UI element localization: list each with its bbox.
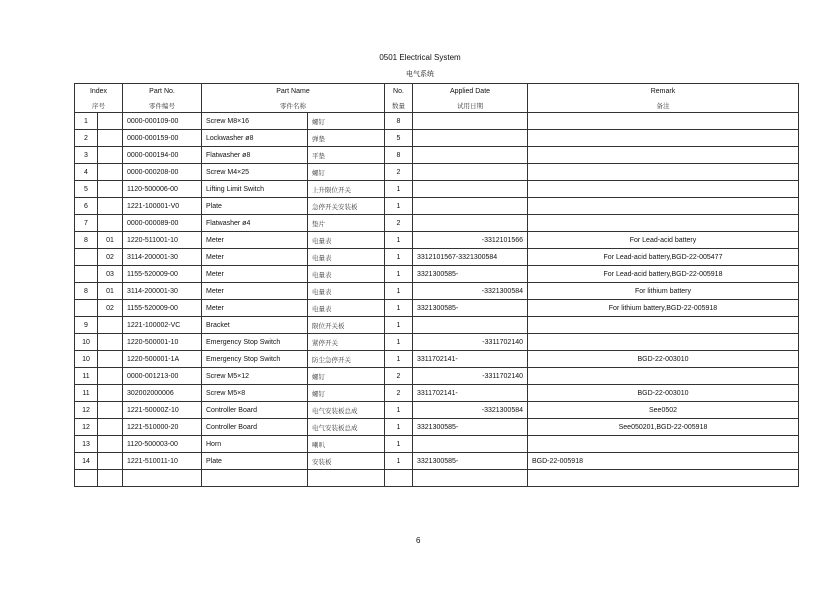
applied-date-cell: -3321300584 xyxy=(413,402,528,419)
sub-index-cell xyxy=(98,317,123,334)
part-no-cell: 1221-510000-20 xyxy=(123,419,202,436)
part-name-cell xyxy=(202,470,308,487)
applied-date-cell: 3321300585- xyxy=(413,453,528,470)
applied-date-cell: -3311702140 xyxy=(413,368,528,385)
index-cell: 12 xyxy=(75,419,98,436)
table-row xyxy=(75,300,799,317)
applied-date-cell xyxy=(413,147,528,164)
index-cell: 7 xyxy=(75,215,98,232)
parts-table xyxy=(74,83,799,487)
page-number: 6 xyxy=(416,536,421,545)
sub-index-cell xyxy=(98,419,123,436)
remark-cell xyxy=(528,215,799,232)
qty-cell: 1 xyxy=(385,300,413,317)
page-subtitle: 电气系统 xyxy=(406,70,434,78)
table-row xyxy=(75,249,799,266)
applied-date-cell xyxy=(413,436,528,453)
qty-cell: 1 xyxy=(385,317,413,334)
part-name-cn-cell: 螺钉 xyxy=(308,113,385,130)
header-qty: No. xyxy=(385,84,413,99)
remark-cell xyxy=(528,436,799,453)
qty-cell: 1 xyxy=(385,283,413,300)
applied-date-cell xyxy=(413,470,528,487)
remark-cell: For lithium battery,BGD-22-005918 xyxy=(528,300,799,317)
remark-cell: BGD-22-003010 xyxy=(528,351,799,368)
applied-date-cell: 3311702141- xyxy=(413,385,528,402)
sub-index-cell xyxy=(98,215,123,232)
sub-index-cell xyxy=(98,334,123,351)
page-title: 0501 Electrical System xyxy=(379,53,461,62)
applied-date-cell xyxy=(413,317,528,334)
qty-cell: 8 xyxy=(385,113,413,130)
part-name-cn-cell: 电量表 xyxy=(308,249,385,266)
header-part-name-cn: 零件名称 xyxy=(202,98,385,113)
applied-date-cell: -3311702140 xyxy=(413,334,528,351)
index-cell: 3 xyxy=(75,147,98,164)
sub-index-cell: 01 xyxy=(98,283,123,300)
part-name-cn-cell: 防尘急停开关 xyxy=(308,351,385,368)
part-name-cell: Meter xyxy=(202,232,308,249)
qty-cell: 1 xyxy=(385,419,413,436)
table-row xyxy=(75,419,799,436)
remark-cell: See0502 xyxy=(528,402,799,419)
index-cell: 8 xyxy=(75,283,98,300)
part-no-cell: 3114-200001-30 xyxy=(123,249,202,266)
index-cell xyxy=(75,470,98,487)
part-name-cell: Meter xyxy=(202,249,308,266)
part-name-cell: Screw M5×12 xyxy=(202,368,308,385)
applied-date-cell xyxy=(413,130,528,147)
index-cell xyxy=(75,300,98,317)
index-cell: 8 xyxy=(75,232,98,249)
part-name-cell: Lockwasher ø8 xyxy=(202,130,308,147)
header-date-cn: 试用日期 xyxy=(413,98,528,113)
sub-index-cell xyxy=(98,470,123,487)
qty-cell: 1 xyxy=(385,436,413,453)
sub-index-cell xyxy=(98,436,123,453)
applied-date-cell: 3312101567-3321300584 xyxy=(413,249,528,266)
sub-index-cell: 03 xyxy=(98,266,123,283)
qty-cell: 1 xyxy=(385,453,413,470)
table-row xyxy=(75,164,799,181)
part-name-cn-cell: 弹垫 xyxy=(308,130,385,147)
sub-index-cell xyxy=(98,402,123,419)
applied-date-cell xyxy=(413,164,528,181)
table-row xyxy=(75,334,799,351)
qty-cell: 1 xyxy=(385,181,413,198)
header-qty-cn: 数量 xyxy=(385,98,413,113)
table-row xyxy=(75,317,799,334)
remark-cell xyxy=(528,130,799,147)
index-cell: 4 xyxy=(75,164,98,181)
part-no-cell: 1221-100002-VC xyxy=(123,317,202,334)
part-name-cn-cell: 电气安装板总成 xyxy=(308,419,385,436)
part-name-cn-cell: 电气安装板总成 xyxy=(308,402,385,419)
remark-cell xyxy=(528,164,799,181)
table-row xyxy=(75,470,799,487)
table-row xyxy=(75,368,799,385)
table-row xyxy=(75,351,799,368)
part-name-cell: Controller Board xyxy=(202,402,308,419)
part-name-cell: Plate xyxy=(202,453,308,470)
table-row xyxy=(75,113,799,130)
remark-cell xyxy=(528,470,799,487)
part-no-cell: 0000-000109-00 xyxy=(123,113,202,130)
part-name-cn-cell: 电量表 xyxy=(308,300,385,317)
qty-cell: 1 xyxy=(385,249,413,266)
qty-cell: 1 xyxy=(385,334,413,351)
applied-date-cell: -3312101566 xyxy=(413,232,528,249)
remark-cell xyxy=(528,334,799,351)
remark-cell xyxy=(528,181,799,198)
index-cell: 5 xyxy=(75,181,98,198)
index-cell: 11 xyxy=(75,385,98,402)
part-no-cell: 1221-50000Z-10 xyxy=(123,402,202,419)
qty-cell: 1 xyxy=(385,351,413,368)
qty-cell: 1 xyxy=(385,402,413,419)
qty-cell: 8 xyxy=(385,147,413,164)
sub-index-cell xyxy=(98,368,123,385)
part-name-cell: Screw M8×16 xyxy=(202,113,308,130)
part-name-cn-cell: 安装板 xyxy=(308,453,385,470)
index-cell xyxy=(75,266,98,283)
table-row xyxy=(75,266,799,283)
part-no-cell: 0000-000208-00 xyxy=(123,164,202,181)
header-part-no-cn: 零件编号 xyxy=(123,98,202,113)
index-cell: 2 xyxy=(75,130,98,147)
part-no-cell: 0000-000194-00 xyxy=(123,147,202,164)
header-remark: Remark xyxy=(528,84,799,99)
remark-cell: See050201,BGD-22-005918 xyxy=(528,419,799,436)
sub-index-cell: 02 xyxy=(98,300,123,317)
remark-cell: For Lead-acid battery,BGD-22-005918 xyxy=(528,266,799,283)
table-row xyxy=(75,436,799,453)
table-row xyxy=(75,147,799,164)
remark-cell xyxy=(528,198,799,215)
part-no-cell: 1220-500001-10 xyxy=(123,334,202,351)
part-name-cn-cell: 急停开关安装板 xyxy=(308,198,385,215)
sub-index-cell xyxy=(98,198,123,215)
part-name-cn-cell: 喇叭 xyxy=(308,436,385,453)
header-remark-cn: 备注 xyxy=(528,98,799,113)
part-name-cn-cell: 螺钉 xyxy=(308,368,385,385)
part-no-cell: 0000-000159-00 xyxy=(123,130,202,147)
part-name-cell: Flatwasher ø4 xyxy=(202,215,308,232)
sub-index-cell xyxy=(98,351,123,368)
table-row xyxy=(75,215,799,232)
part-name-cn-cell: 螺钉 xyxy=(308,164,385,181)
remark-cell: BGD-22-005918 xyxy=(528,453,799,470)
part-name-cn-cell: 限位开关板 xyxy=(308,317,385,334)
part-name-cell: Meter xyxy=(202,283,308,300)
sub-index-cell xyxy=(98,453,123,470)
part-name-cn-cell: 上升限位开关 xyxy=(308,181,385,198)
index-cell: 14 xyxy=(75,453,98,470)
part-no-cell: 1220-500001-1A xyxy=(123,351,202,368)
sub-index-cell: 02 xyxy=(98,249,123,266)
remark-cell: For Lead-acid battery,BGD-22-005477 xyxy=(528,249,799,266)
remark-cell: For Lead-acid battery xyxy=(528,232,799,249)
part-name-cell: Screw M5×8 xyxy=(202,385,308,402)
sub-index-cell: 01 xyxy=(98,232,123,249)
sub-index-cell xyxy=(98,181,123,198)
part-no-cell: 1220-511001-10 xyxy=(123,232,202,249)
applied-date-cell xyxy=(413,181,528,198)
applied-date-cell: 3321300585- xyxy=(413,266,528,283)
remark-cell: For lithium battery xyxy=(528,283,799,300)
index-cell: 9 xyxy=(75,317,98,334)
table-row xyxy=(75,453,799,470)
remark-cell xyxy=(528,147,799,164)
part-name-cn-cell: 电量表 xyxy=(308,283,385,300)
sub-index-cell xyxy=(98,147,123,164)
header-part-no: Part No. xyxy=(123,84,202,99)
part-name-cell: Emergency Stop Switch xyxy=(202,351,308,368)
sub-index-cell xyxy=(98,130,123,147)
table-row xyxy=(75,198,799,215)
index-cell: 11 xyxy=(75,368,98,385)
sub-index-cell xyxy=(98,164,123,181)
qty-cell: 2 xyxy=(385,215,413,232)
part-name-cell: Horn xyxy=(202,436,308,453)
part-name-cell: Emergency Stop Switch xyxy=(202,334,308,351)
applied-date-cell: 3321300585- xyxy=(413,419,528,436)
remark-cell xyxy=(528,317,799,334)
applied-date-cell: 3321300585- xyxy=(413,300,528,317)
table-row xyxy=(75,283,799,300)
index-cell xyxy=(75,249,98,266)
index-cell: 10 xyxy=(75,351,98,368)
remark-cell xyxy=(528,368,799,385)
part-name-cell: Controller Board xyxy=(202,419,308,436)
part-no-cell: 302002000006 xyxy=(123,385,202,402)
part-name-cell: Lifting Limit Switch xyxy=(202,181,308,198)
header-part-name: Part Name xyxy=(202,84,385,99)
part-no-cell: 1221-510011-10 xyxy=(123,453,202,470)
header-index: Index xyxy=(75,84,123,99)
qty-cell: 2 xyxy=(385,385,413,402)
index-cell: 6 xyxy=(75,198,98,215)
part-no-cell: 1120-500003-00 xyxy=(123,436,202,453)
table-row xyxy=(75,402,799,419)
part-name-cn-cell: 电量表 xyxy=(308,232,385,249)
part-name-cn-cell: 平垫 xyxy=(308,147,385,164)
part-name-cell: Flatwasher ø8 xyxy=(202,147,308,164)
part-no-cell xyxy=(123,470,202,487)
part-no-cell: 1155-520009-00 xyxy=(123,266,202,283)
table-row xyxy=(75,130,799,147)
part-name-cn-cell: 紧停开关 xyxy=(308,334,385,351)
qty-cell: 2 xyxy=(385,164,413,181)
qty-cell xyxy=(385,470,413,487)
qty-cell: 1 xyxy=(385,198,413,215)
part-name-cn-cell: 垫片 xyxy=(308,215,385,232)
index-cell: 13 xyxy=(75,436,98,453)
part-name-cell: Bracket xyxy=(202,317,308,334)
part-no-cell: 0000-000089-00 xyxy=(123,215,202,232)
part-no-cell: 0000-001213-00 xyxy=(123,368,202,385)
part-name-cn-cell: 螺钉 xyxy=(308,385,385,402)
applied-date-cell xyxy=(413,113,528,130)
part-name-cn-cell: 电量表 xyxy=(308,266,385,283)
sub-index-cell xyxy=(98,385,123,402)
header-index-cn: 序号 xyxy=(75,98,123,113)
remark-cell: BGD-22-003010 xyxy=(528,385,799,402)
qty-cell: 5 xyxy=(385,130,413,147)
part-no-cell: 1155-520009-00 xyxy=(123,300,202,317)
applied-date-cell: -3321300584 xyxy=(413,283,528,300)
index-cell: 12 xyxy=(75,402,98,419)
part-no-cell: 3114-200001-30 xyxy=(123,283,202,300)
applied-date-cell xyxy=(413,215,528,232)
header-date: Applied Date xyxy=(413,84,528,99)
part-no-cell: 1120-500006-00 xyxy=(123,181,202,198)
part-name-cell: Meter xyxy=(202,300,308,317)
table-row xyxy=(75,181,799,198)
qty-cell: 1 xyxy=(385,266,413,283)
qty-cell: 2 xyxy=(385,368,413,385)
part-name-cn-cell xyxy=(308,470,385,487)
part-no-cell: 1221-100001-V0 xyxy=(123,198,202,215)
table-row xyxy=(75,385,799,402)
index-cell: 1 xyxy=(75,113,98,130)
table-row xyxy=(75,232,799,249)
applied-date-cell: 3311702141- xyxy=(413,351,528,368)
part-name-cell: Screw M4×25 xyxy=(202,164,308,181)
index-cell: 10 xyxy=(75,334,98,351)
remark-cell xyxy=(528,113,799,130)
qty-cell: 1 xyxy=(385,232,413,249)
part-name-cell: Plate xyxy=(202,198,308,215)
part-name-cell: Meter xyxy=(202,266,308,283)
sub-index-cell xyxy=(98,113,123,130)
applied-date-cell xyxy=(413,198,528,215)
